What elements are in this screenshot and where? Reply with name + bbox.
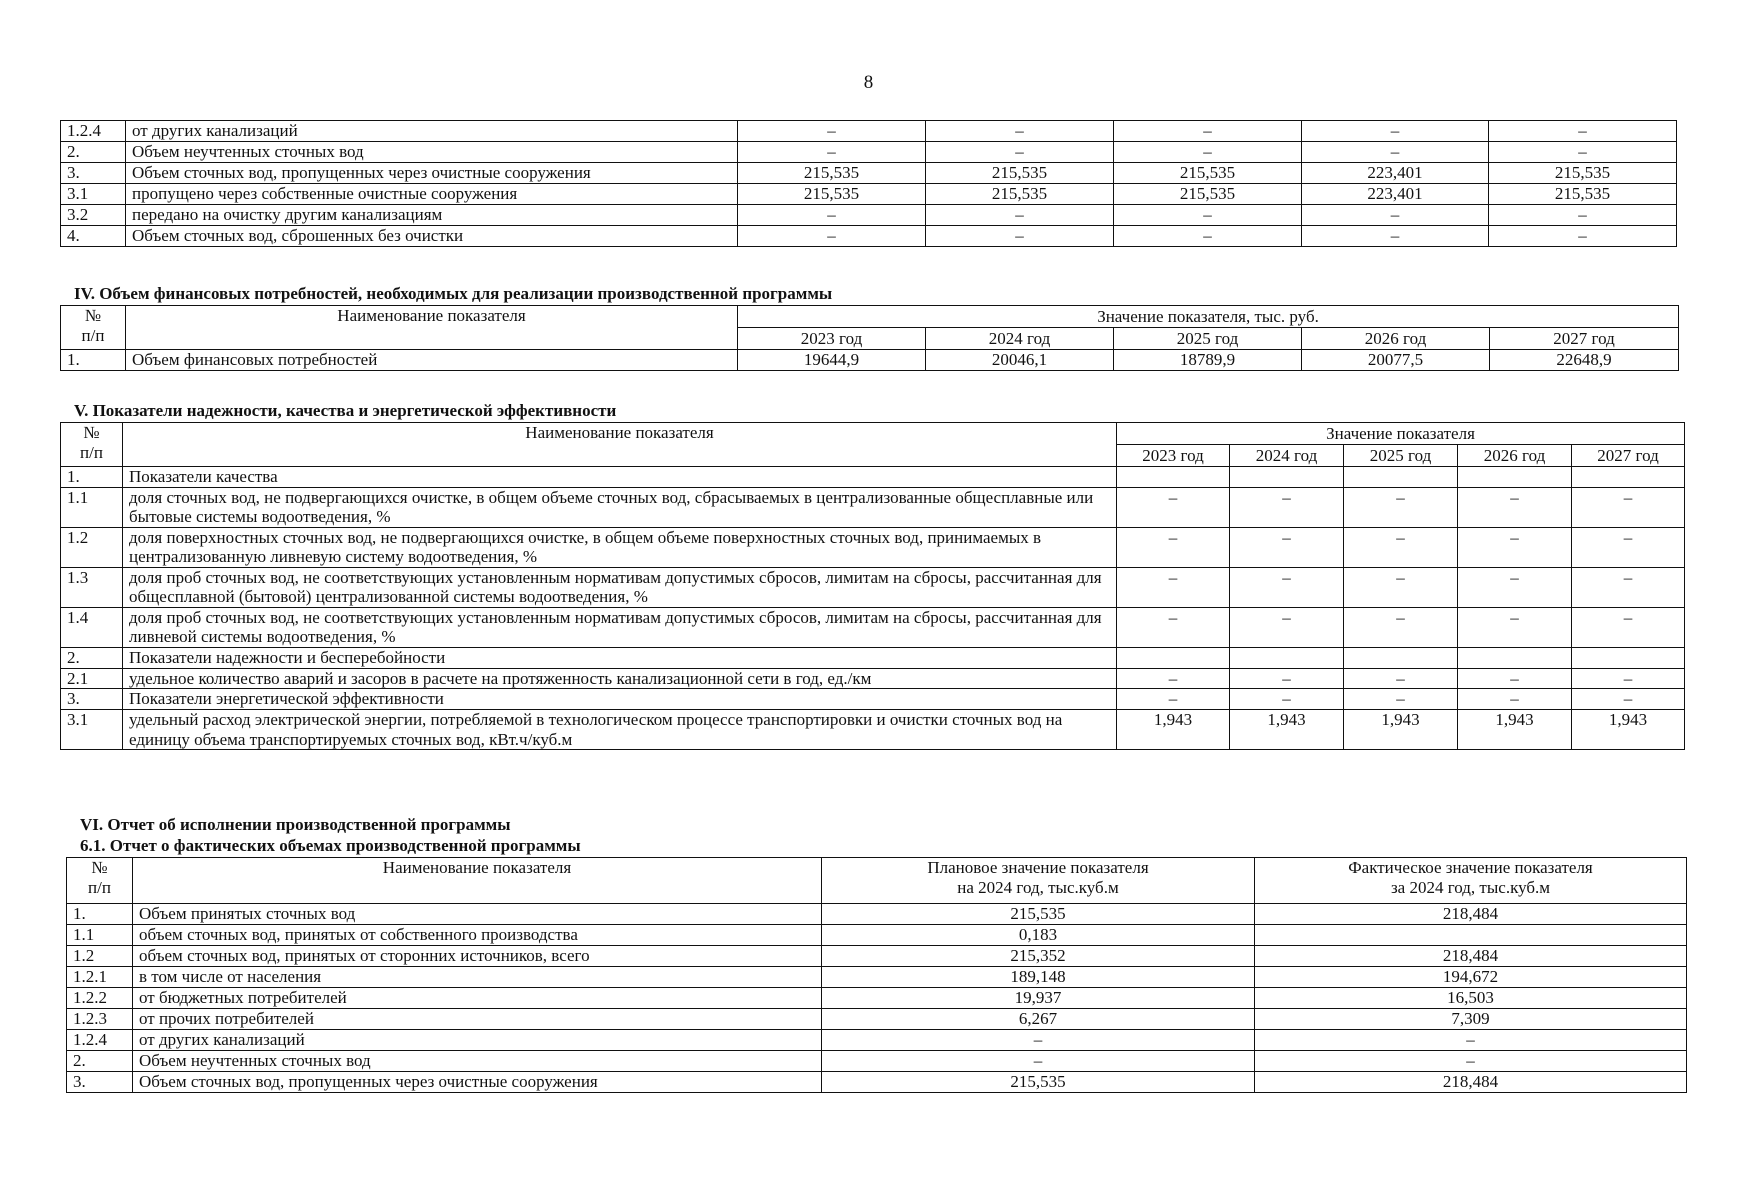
col-num-header (61, 306, 126, 350)
col-plan-label-b: на 2024 год, тыс.куб.м (957, 877, 1119, 897)
row-fact-value: – (1255, 1051, 1687, 1072)
row-value: – (1117, 487, 1230, 527)
col-num-header (61, 423, 123, 467)
table-row (61, 647, 1685, 668)
row-value: – (1302, 121, 1489, 142)
year-header: 2024 год (926, 328, 1114, 350)
row-number: 1.1 (67, 925, 133, 946)
row-name: Объем финансовых потребностей (126, 350, 738, 371)
row-number: 3. (67, 1072, 133, 1093)
row-value (1344, 647, 1458, 668)
row-value: – (1230, 689, 1344, 710)
row-number: 1.1 (61, 487, 123, 527)
row-value: 215,535 (1489, 163, 1677, 184)
row-value (1230, 467, 1344, 488)
row-value (1117, 647, 1230, 668)
row-number: 3. (61, 163, 126, 184)
table-row (67, 925, 1687, 946)
row-value: – (1230, 567, 1344, 607)
row-value: 20077,5 (1302, 350, 1490, 371)
row-name: доля проб сточных вод, не соответствующих установленным нормативам допустимых сбросов, лимитам на сбросы, рассчитанная для общесплавной (бытовой) централизованной системы водоотведения, % (123, 567, 1117, 607)
row-name: доля поверхностных сточных вод, не подвергающихся очистке, в общем объеме поверхностных сточных вод, принимаемых в централизованную ливневую систему водоотведения, % (123, 527, 1117, 567)
row-plan-value: – (822, 1030, 1255, 1051)
top-table (60, 120, 1677, 247)
row-name: Показатели надежности и бесперебойности (123, 647, 1117, 668)
row-value: – (926, 142, 1114, 163)
row-value: 1,943 (1230, 710, 1344, 750)
row-number: 3. (61, 689, 123, 710)
col-plan-label-a: Плановое значение показателя (927, 858, 1149, 877)
finance-table (60, 305, 1679, 371)
col-name-header: Наименование показателя (133, 858, 822, 904)
section4-title: IV. Объем финансовых потребностей, необходимых для реализации производственной программы (74, 284, 833, 303)
row-value: – (1344, 567, 1458, 607)
section5-title: V. Показатели надежности, качества и энергетической эффективности (74, 401, 617, 420)
row-value: – (1230, 527, 1344, 567)
row-value: – (1344, 527, 1458, 567)
table-row (67, 1072, 1687, 1093)
row-plan-value: – (822, 1051, 1255, 1072)
row-number: 3.1 (61, 710, 123, 750)
row-value: – (1114, 142, 1302, 163)
row-value (1344, 467, 1458, 488)
row-plan-value: 19,937 (822, 988, 1255, 1009)
table-row (61, 607, 1685, 647)
row-fact-value: 218,484 (1255, 904, 1687, 925)
row-value: – (1572, 689, 1685, 710)
col-name-header: Наименование показателя (126, 306, 738, 350)
table-row (61, 350, 1679, 371)
table-row (67, 946, 1687, 967)
row-value: – (738, 226, 926, 247)
row-name: передано на очистку другим канализациям (126, 205, 738, 226)
col-num-label-b: п/п (80, 442, 103, 462)
row-value (1458, 467, 1572, 488)
table-row (61, 142, 1677, 163)
row-number: 2.1 (61, 668, 123, 689)
row-value (1572, 467, 1685, 488)
table-row (61, 226, 1677, 247)
row-name: Показатели качества (123, 467, 1117, 488)
col-value-header: Значение показателя (1117, 423, 1685, 445)
row-value: – (1344, 607, 1458, 647)
row-value: 1,943 (1117, 710, 1230, 750)
reliability-table (60, 422, 1685, 750)
row-name: от других канализаций (126, 121, 738, 142)
row-number: 1.2.2 (67, 988, 133, 1009)
row-value: – (1458, 689, 1572, 710)
year-header: 2026 год (1458, 445, 1572, 467)
table-row (67, 1051, 1687, 1072)
row-value (1458, 647, 1572, 668)
row-value: – (926, 226, 1114, 247)
row-name: объем сточных вод, принятых от сторонних источников, всего (133, 946, 822, 967)
row-number: 2. (61, 142, 126, 163)
row-fact-value: 218,484 (1255, 1072, 1687, 1093)
row-name: Объем принятых сточных вод (133, 904, 822, 925)
year-header: 2025 год (1344, 445, 1458, 467)
row-number: 1.2 (61, 527, 123, 567)
row-value: – (1458, 668, 1572, 689)
table-row (61, 527, 1685, 567)
table-row (67, 1030, 1687, 1051)
table-row (61, 689, 1685, 710)
row-value: 215,535 (926, 163, 1114, 184)
row-value: – (1230, 668, 1344, 689)
row-fact-value: 194,672 (1255, 967, 1687, 988)
col-name-header: Наименование показателя (123, 423, 1117, 467)
year-header: 2026 год (1302, 328, 1490, 350)
row-name: Объем неучтенных сточных вод (126, 142, 738, 163)
row-value: – (1302, 142, 1489, 163)
row-name: Объем сточных вод, пропущенных через очистные сооружения (126, 163, 738, 184)
col-fact-label-a: Фактическое значение показателя (1348, 858, 1593, 877)
row-value: 20046,1 (926, 350, 1114, 371)
row-name: от других канализаций (133, 1030, 822, 1051)
row-number: 1. (67, 904, 133, 925)
row-value: 223,401 (1302, 184, 1489, 205)
page-number: 8 (863, 72, 874, 93)
row-value: 22648,9 (1490, 350, 1679, 371)
row-value: 215,535 (1114, 184, 1302, 205)
row-value: – (1117, 607, 1230, 647)
col-num-label-b: п/п (88, 877, 111, 897)
row-value: – (738, 205, 926, 226)
row-value (1117, 467, 1230, 488)
year-header: 2024 год (1230, 445, 1344, 467)
row-value: – (738, 121, 926, 142)
row-plan-value: 215,535 (822, 904, 1255, 925)
row-number: 1.2.4 (67, 1030, 133, 1051)
row-name: доля проб сточных вод, не соответствующих установленным нормативам допустимых сбросов, лимитам на сбросы, рассчитанная для ливневой системы водоотведения, % (123, 607, 1117, 647)
row-name: Объем неучтенных сточных вод (133, 1051, 822, 1072)
row-value: – (1458, 567, 1572, 607)
row-number: 3.2 (61, 205, 126, 226)
year-header: 2027 год (1490, 328, 1679, 350)
row-name: доля сточных вод, не подвергающихся очистке, в общем объеме сточных вод, сбрасываемых в централизованные общесплавные или бытовые системы водоотведения, % (123, 487, 1117, 527)
row-value: – (1114, 226, 1302, 247)
row-name: Объем сточных вод, пропущенных через очистные сооружения (133, 1072, 822, 1093)
row-fact-value: – (1255, 1030, 1687, 1051)
row-plan-value: 215,352 (822, 946, 1255, 967)
row-value: – (1302, 226, 1489, 247)
table-row (67, 904, 1687, 925)
year-header: 2025 год (1114, 328, 1302, 350)
row-value: 215,535 (738, 163, 926, 184)
row-name: пропущено через собственные очистные сооружения (126, 184, 738, 205)
row-value: – (1489, 142, 1677, 163)
row-value: 1,943 (1458, 710, 1572, 750)
table-row (67, 988, 1687, 1009)
row-value: – (926, 121, 1114, 142)
row-value: – (1489, 205, 1677, 226)
row-value: – (1572, 668, 1685, 689)
row-value: 19644,9 (738, 350, 926, 371)
col-num-label-b: п/п (81, 325, 105, 345)
row-plan-value: 0,183 (822, 925, 1255, 946)
year-header: 2023 год (738, 328, 926, 350)
row-value: – (1458, 487, 1572, 527)
row-value: – (1458, 607, 1572, 647)
row-plan-value: 6,267 (822, 1009, 1255, 1030)
row-value: – (1117, 689, 1230, 710)
table-row (61, 567, 1685, 607)
col-num-label-a: № (83, 423, 100, 442)
col-value-header: Значение показателя, тыс. руб. (738, 306, 1679, 328)
table-row (61, 205, 1677, 226)
col-fact-header (1255, 858, 1687, 904)
table-row (61, 487, 1685, 527)
table-row (61, 163, 1677, 184)
row-value: – (1117, 567, 1230, 607)
table-row (61, 467, 1685, 488)
report-table (66, 857, 1687, 1093)
row-name: от бюджетных потребителей (133, 988, 822, 1009)
section6-block (66, 857, 1687, 1093)
row-number: 1.2.4 (61, 121, 126, 142)
row-number: 1.4 (61, 607, 123, 647)
row-name: в том числе от населения (133, 967, 822, 988)
col-fact-label-b: за 2024 год, тыс.куб.м (1390, 877, 1551, 897)
row-fact-value: 7,309 (1255, 1009, 1687, 1030)
row-number: 1.2.1 (67, 967, 133, 988)
section6-title: VI. Отчет об исполнении производственной программы (80, 815, 511, 834)
section4-block (60, 305, 1679, 371)
row-name: удельный расход электрической энергии, потребляемой в технологическом процессе транспортировки и очистки сточных вод на единицу объема транспортируемых сточных вод, кВт.ч/куб.м (123, 710, 1117, 750)
table-row (61, 710, 1685, 750)
row-number: 1. (61, 467, 123, 488)
row-value: – (1117, 527, 1230, 567)
row-value: 1,943 (1344, 710, 1458, 750)
row-value: – (1114, 205, 1302, 226)
col-num-label-a: № (84, 306, 102, 325)
row-value: 215,535 (738, 184, 926, 205)
row-name: объем сточных вод, принятых от собственного производства (133, 925, 822, 946)
row-value: 1,943 (1572, 710, 1685, 750)
row-plan-value: 189,148 (822, 967, 1255, 988)
table-row (61, 184, 1677, 205)
row-value: – (1114, 121, 1302, 142)
row-value: – (1230, 487, 1344, 527)
row-value: 215,535 (1489, 184, 1677, 205)
row-value: – (1572, 607, 1685, 647)
row-value: 223,401 (1302, 163, 1489, 184)
year-header: 2023 год (1117, 445, 1230, 467)
row-number: 3.1 (61, 184, 126, 205)
row-value: 18789,9 (1114, 350, 1302, 371)
row-plan-value: 215,535 (822, 1072, 1255, 1093)
row-value: – (926, 205, 1114, 226)
table-row (67, 967, 1687, 988)
col-plan-header (822, 858, 1255, 904)
row-value: – (1489, 226, 1677, 247)
row-value: – (1117, 668, 1230, 689)
row-value: – (1344, 668, 1458, 689)
row-value: – (1344, 487, 1458, 527)
section5-block (60, 422, 1685, 750)
row-name: удельное количество аварий и засоров в расчете на протяженность канализационной сети в год, ед./км (123, 668, 1117, 689)
row-fact-value: 218,484 (1255, 946, 1687, 967)
row-name: Объем сточных вод, сброшенных без очистки (126, 226, 738, 247)
row-name: Показатели энергетической эффективности (123, 689, 1117, 710)
table-row (67, 1009, 1687, 1030)
row-value: – (738, 142, 926, 163)
row-number: 2. (61, 647, 123, 668)
row-value: 215,535 (926, 184, 1114, 205)
col-num-label-a: № (91, 858, 108, 877)
table-row (61, 121, 1677, 142)
top-table-block (60, 120, 1677, 247)
row-name: от прочих потребителей (133, 1009, 822, 1030)
row-value: – (1302, 205, 1489, 226)
row-fact-value: 16,503 (1255, 988, 1687, 1009)
row-value: 215,535 (1114, 163, 1302, 184)
row-number: 1.2 (67, 946, 133, 967)
col-num-header (67, 858, 133, 904)
row-value: – (1344, 689, 1458, 710)
table-row (61, 668, 1685, 689)
row-number: 1.3 (61, 567, 123, 607)
row-number: 1.2.3 (67, 1009, 133, 1030)
row-value: – (1572, 527, 1685, 567)
row-value (1230, 647, 1344, 668)
row-value (1572, 647, 1685, 668)
row-value: – (1572, 567, 1685, 607)
row-value: – (1230, 607, 1344, 647)
row-fact-value (1255, 925, 1687, 946)
row-value: – (1489, 121, 1677, 142)
row-number: 2. (67, 1051, 133, 1072)
row-value: – (1572, 487, 1685, 527)
row-number: 4. (61, 226, 126, 247)
row-number: 1. (61, 350, 126, 371)
row-value: – (1458, 527, 1572, 567)
year-header: 2027 год (1572, 445, 1685, 467)
section6-subtitle: 6.1. Отчет о фактических объемах производственной программы (80, 836, 581, 855)
